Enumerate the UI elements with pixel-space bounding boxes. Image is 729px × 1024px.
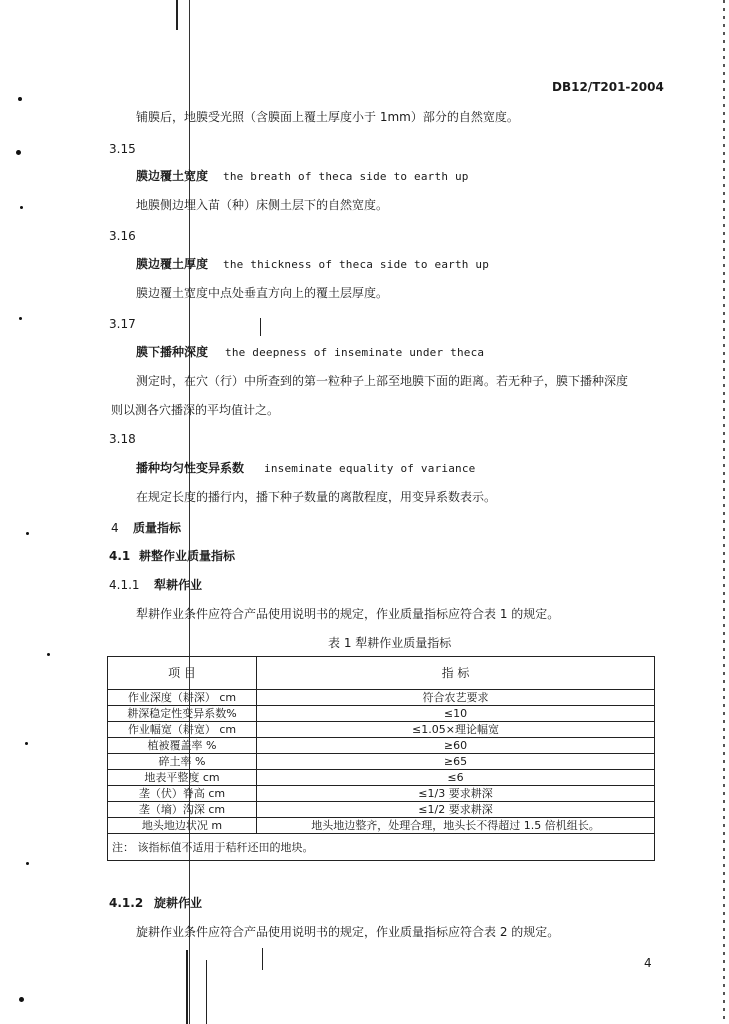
section-number: 4.1: [109, 549, 131, 563]
table-row: [108, 706, 655, 722]
scan-speck: [26, 862, 29, 865]
definition: 膜边覆土宽度中点处垂直方向上的覆土层厚度。: [136, 286, 389, 300]
table-row: [108, 722, 655, 738]
scan-line: [176, 0, 178, 30]
table-row: [108, 802, 655, 818]
chapter-title: 质量指标: [133, 521, 182, 535]
table-cell-value: 符合农艺要求: [257, 690, 655, 706]
table-cell-value: ≥60: [257, 738, 655, 754]
table-cell-item: 碎土率 %: [108, 754, 257, 770]
table-header-item: 项 目: [108, 657, 257, 690]
table-cell-item: 地头地边状况 m: [108, 818, 257, 834]
scan-speck: [25, 742, 28, 745]
table-header-value: 指 标: [257, 657, 655, 690]
table-cell-value: ≤1/3 要求耕深: [257, 786, 655, 802]
definition-continued: 则以测各穴播深的平均值计之。: [111, 403, 280, 417]
table-note: 注： 该指标值不适用于秸秆还田的地块。: [108, 834, 655, 861]
page-number: 4: [644, 956, 652, 970]
table-cell-item: 作业幅宽（耕宽） cm: [108, 722, 257, 738]
table-cell-value: ≤10: [257, 706, 655, 722]
scan-line: [189, 0, 190, 1024]
scan-speck: [19, 317, 22, 320]
scan-speck: [19, 997, 24, 1002]
table-cell-item: 作业深度（耕深） cm: [108, 690, 257, 706]
section-title: 旋耕作业: [154, 896, 203, 910]
table-cell-value: ≤1.05×理论幅宽: [257, 722, 655, 738]
scan-edge: [723, 0, 725, 1024]
intro-line: 铺膜后，地膜受光照（含膜面上覆土厚度小于 1mm）部分的自然宽度。: [136, 110, 519, 124]
section-number: 4.1.1: [109, 578, 140, 592]
table-row: [108, 770, 655, 786]
term-en: the thickness of theca side to earth up: [223, 258, 490, 271]
table-cell-value: 地头地边整齐，处理合理，地头长不得超过 1.5 倍机组长。: [257, 818, 655, 834]
definition: 地膜侧边埋入苗（种）床侧土层下的自然宽度。: [136, 198, 389, 212]
table-row: [108, 754, 655, 770]
scan-speck: [20, 206, 23, 209]
paragraph: 旋耕作业条件应符合产品使用说明书的规定，作业质量指标应符合表 2 的规定。: [136, 925, 560, 939]
term-en: inseminate equality of variance: [264, 462, 476, 475]
table-row: [108, 690, 655, 706]
table-cell-value: ≤1/2 要求耕深: [257, 802, 655, 818]
section-number: 3.18: [109, 432, 136, 446]
scan-line: [186, 950, 188, 1024]
scan-line: [262, 948, 263, 970]
table-cell-value: ≤6: [257, 770, 655, 786]
scan-line: [206, 960, 207, 1024]
scan-speck: [16, 150, 21, 155]
term-cn: 播种均匀性变异系数: [136, 461, 245, 475]
table-cell-item: 地表平整度 cm: [108, 770, 257, 786]
table-cell-item: 垄（墒）沟深 cm: [108, 802, 257, 818]
table-header-row: [108, 657, 655, 690]
table-row: [108, 738, 655, 754]
section-title: 犁耕作业: [154, 578, 203, 592]
term-en: the deepness of inseminate under theca: [225, 346, 485, 359]
chapter-number: 4: [111, 521, 119, 535]
scan-speck: [18, 97, 22, 101]
section-title: 耕整作业质量指标: [139, 549, 236, 563]
section-number: 3.15: [109, 142, 136, 156]
table-cell-value: ≥65: [257, 754, 655, 770]
scan-speck: [47, 653, 50, 656]
table-cell-item: 耕深稳定性变异系数%: [108, 706, 257, 722]
scan-line: [260, 318, 261, 336]
section-number: 3.17: [109, 317, 136, 331]
table-row: [108, 818, 655, 834]
term-cn: 膜边覆土厚度: [136, 257, 209, 271]
definition: 在规定长度的播行内，播下种子数量的离散程度，用变异系数表示。: [136, 490, 497, 504]
term-cn: 膜下播种深度: [136, 345, 209, 359]
section-number: 3.16: [109, 229, 136, 243]
table-row: [108, 786, 655, 802]
table-cell-item: 植被覆盖率 %: [108, 738, 257, 754]
section-number: 4.1.2: [109, 896, 144, 910]
term-cn: 膜边覆土宽度: [136, 169, 209, 183]
paragraph: 犁耕作业条件应符合产品使用说明书的规定，作业质量指标应符合表 1 的规定。: [136, 607, 560, 621]
standard-code: DB12/T201-2004: [552, 80, 664, 94]
scan-speck: [26, 532, 29, 535]
definition: 测定时，在穴（行）中所查到的第一粒种子上部至地膜下面的距离。若无种子，膜下播种深度: [136, 374, 629, 388]
term-en: the breath of theca side to earth up: [223, 170, 469, 183]
table-note-row: [108, 834, 655, 861]
table-cell-item: 垄（伏）脊高 cm: [108, 786, 257, 802]
table-caption: 表 1 犁耕作业质量指标: [328, 636, 452, 650]
quality-table: [107, 656, 655, 861]
